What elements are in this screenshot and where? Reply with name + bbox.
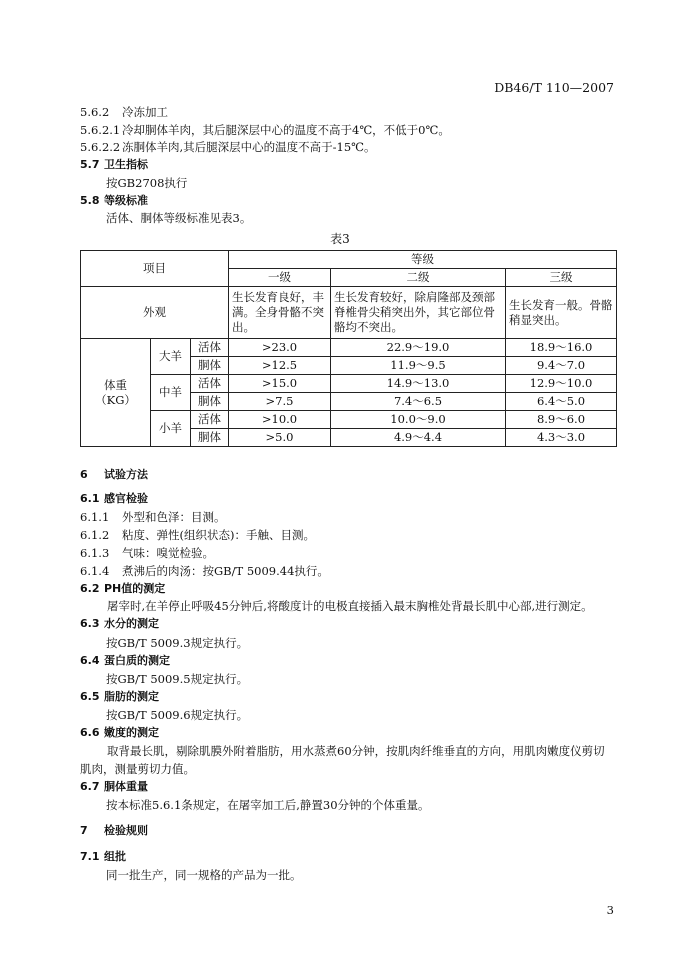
clause-6-1-1 — [80, 510, 226, 524]
clause-6-5-body: 按GB/T 5009.6规定执行。 — [106, 708, 249, 722]
clause-text: 煮沸后的肉汤：按GB/T 5009.44执行。 — [122, 564, 329, 578]
item-header: 项目 — [81, 251, 229, 287]
size-medium: 中羊 — [151, 375, 191, 411]
heading-number: 7 — [80, 824, 88, 837]
kind-cell: 胴体 — [191, 429, 229, 447]
kind-cell: 胴体 — [191, 357, 229, 375]
heading-title: 胴体重量 — [104, 780, 148, 793]
clause-number: 6.1.1 — [80, 510, 110, 524]
value-cell: 22.9～19.0 — [331, 339, 506, 357]
heading-number: 5.8 — [80, 194, 100, 207]
clause-5-6-2 — [80, 105, 168, 119]
size-large: 大羊 — [151, 339, 191, 375]
value-cell: >5.0 — [229, 429, 331, 447]
clause-text: 冻胴体羊肉,其后腿深层中心的温度不高于-15℃。 — [122, 140, 376, 154]
clause-6-4-body: 按GB/T 5009.5规定执行。 — [106, 672, 249, 686]
clause-6-1-4 — [80, 564, 329, 578]
clause-number: 6.1.2 — [80, 528, 110, 542]
heading-5-7 — [80, 158, 148, 172]
clause-5-7-body: 按GB2708执行 — [106, 176, 188, 190]
clause-6-3-body: 按GB/T 5009.3规定执行。 — [106, 636, 249, 650]
grade-1-header: 一级 — [229, 269, 331, 287]
heading-6-3 — [80, 617, 159, 631]
grade-header: 等级 — [229, 251, 617, 269]
grade-2-header: 二级 — [331, 269, 506, 287]
value-cell: 12.9～10.0 — [506, 375, 617, 393]
heading-title: 脂肪的测定 — [104, 690, 159, 703]
heading-6-7 — [80, 780, 148, 794]
heading-6 — [80, 468, 148, 482]
appearance-grade-3: 生长发育一般。骨骼稍显突出。 — [506, 287, 617, 339]
value-cell: 14.9～13.0 — [331, 375, 506, 393]
clause-number: 6.1.4 — [80, 564, 110, 578]
heading-title: 等级标准 — [104, 194, 148, 207]
value-cell: 8.9～6.0 — [506, 411, 617, 429]
clause-title: 冷冻加工 — [122, 105, 168, 119]
value-cell: 7.4～6.5 — [331, 393, 506, 411]
heading-7-1 — [80, 850, 126, 864]
heading-number: 6.4 — [80, 654, 100, 667]
value-cell: 18.9～16.0 — [506, 339, 617, 357]
value-cell: 4.3～3.0 — [506, 429, 617, 447]
clause-6-6-body: 取背最长肌，剔除肌膜外附着脂肪，用水蒸煮60分钟，按肌肉纤维垂直的方向，用肌肉嫩度仪剪切肌肉，测量剪切力值。 — [80, 744, 605, 776]
clause-number: 5.6.2 — [80, 105, 110, 119]
clause-text: 外型和色泽：目测。 — [122, 510, 226, 524]
clause-text: 气味：嗅觉检验。 — [122, 546, 214, 560]
weight-label-text: 体重 — [104, 377, 127, 392]
heading-title: 水分的测定 — [104, 617, 159, 630]
heading-number: 6.6 — [80, 726, 100, 739]
value-cell: >23.0 — [229, 339, 331, 357]
heading-title: 试验方法 — [104, 468, 148, 481]
grade-standard-table — [80, 250, 617, 447]
clause-6-7-body: 按本标准5.6.1条规定，在屠宰加工后,静置30分钟的个体重量。 — [106, 798, 430, 812]
clause-5-6-2-1 — [80, 123, 450, 137]
heading-number: 6.2 — [80, 582, 100, 595]
heading-title: PH值的测定 — [104, 582, 166, 595]
weight-unit: （KG） — [95, 392, 136, 407]
value-cell: 9.4～7.0 — [506, 357, 617, 375]
value-cell: >15.0 — [229, 375, 331, 393]
heading-6-6 — [80, 726, 159, 740]
page-number: 3 — [606, 903, 614, 917]
kind-cell: 胴体 — [191, 393, 229, 411]
heading-6-2 — [80, 582, 165, 596]
clause-number: 6.1.3 — [80, 546, 110, 560]
clause-6-1-3 — [80, 546, 214, 560]
kind-cell: 活体 — [191, 375, 229, 393]
clause-6-2-body: 屠宰时,在羊停止呼吸45分钟后,将酸度计的电极直接插入最末胸椎处背最长肌中心部,进行测定。 — [107, 599, 593, 613]
heading-title: 组批 — [104, 850, 126, 863]
heading-title: 嫩度的测定 — [104, 726, 159, 739]
heading-number: 6.5 — [80, 690, 100, 703]
heading-number: 6.1 — [80, 492, 100, 505]
clause-text: 粘度、弹性(组织状态)：手触、目测。 — [122, 528, 315, 542]
heading-number: 5.7 — [80, 158, 100, 171]
heading-number: 6.7 — [80, 780, 100, 793]
appearance-grade-1: 生长发育良好，丰满。全身骨骼不突出。 — [229, 287, 331, 339]
value-cell: 4.9～4.4 — [331, 429, 506, 447]
clause-5-6-2-2 — [80, 140, 376, 154]
weight-label — [81, 339, 151, 447]
standard-code: DB46/T 110—2007 — [494, 80, 614, 95]
appearance-label: 外观 — [81, 287, 229, 339]
appearance-grade-2: 生长发育较好，除肩隆部及颈部脊椎骨尖稍突出外，其它部位骨骼均不突出。 — [331, 287, 506, 339]
value-cell: 11.9～9.5 — [331, 357, 506, 375]
grade-3-header: 三级 — [506, 269, 617, 287]
value-cell: >12.5 — [229, 357, 331, 375]
clause-6-1-2 — [80, 528, 315, 542]
value-cell: 6.4～5.0 — [506, 393, 617, 411]
clause-7-1-body: 同一批生产，同一规格的产品为一批。 — [106, 868, 302, 882]
value-cell: >10.0 — [229, 411, 331, 429]
heading-7 — [80, 824, 148, 838]
kind-cell: 活体 — [191, 339, 229, 357]
value-cell: >7.5 — [229, 393, 331, 411]
kind-cell: 活体 — [191, 411, 229, 429]
heading-title: 检验规则 — [104, 824, 148, 837]
clause-5-8-body: 活体、胴体等级标准见表3。 — [106, 211, 252, 225]
heading-6-4 — [80, 654, 170, 668]
heading-number: 6.3 — [80, 617, 100, 630]
heading-title: 卫生指标 — [104, 158, 148, 171]
heading-6-5 — [80, 690, 159, 704]
heading-6-1 — [80, 492, 148, 506]
heading-title: 蛋白质的测定 — [104, 654, 170, 667]
size-small: 小羊 — [151, 411, 191, 447]
heading-number: 7.1 — [80, 850, 100, 863]
heading-title: 感官检验 — [104, 492, 148, 505]
heading-5-8 — [80, 194, 148, 208]
clause-number: 5.6.2.2 — [80, 140, 121, 154]
value-cell: 10.0～9.0 — [331, 411, 506, 429]
table-caption: 表3 — [330, 232, 350, 246]
clause-text: 冷却胴体羊肉，其后腿深层中心的温度不高于4℃，不低于0℃。 — [122, 123, 450, 137]
clause-number: 5.6.2.1 — [80, 123, 121, 137]
heading-number: 6 — [80, 468, 88, 481]
